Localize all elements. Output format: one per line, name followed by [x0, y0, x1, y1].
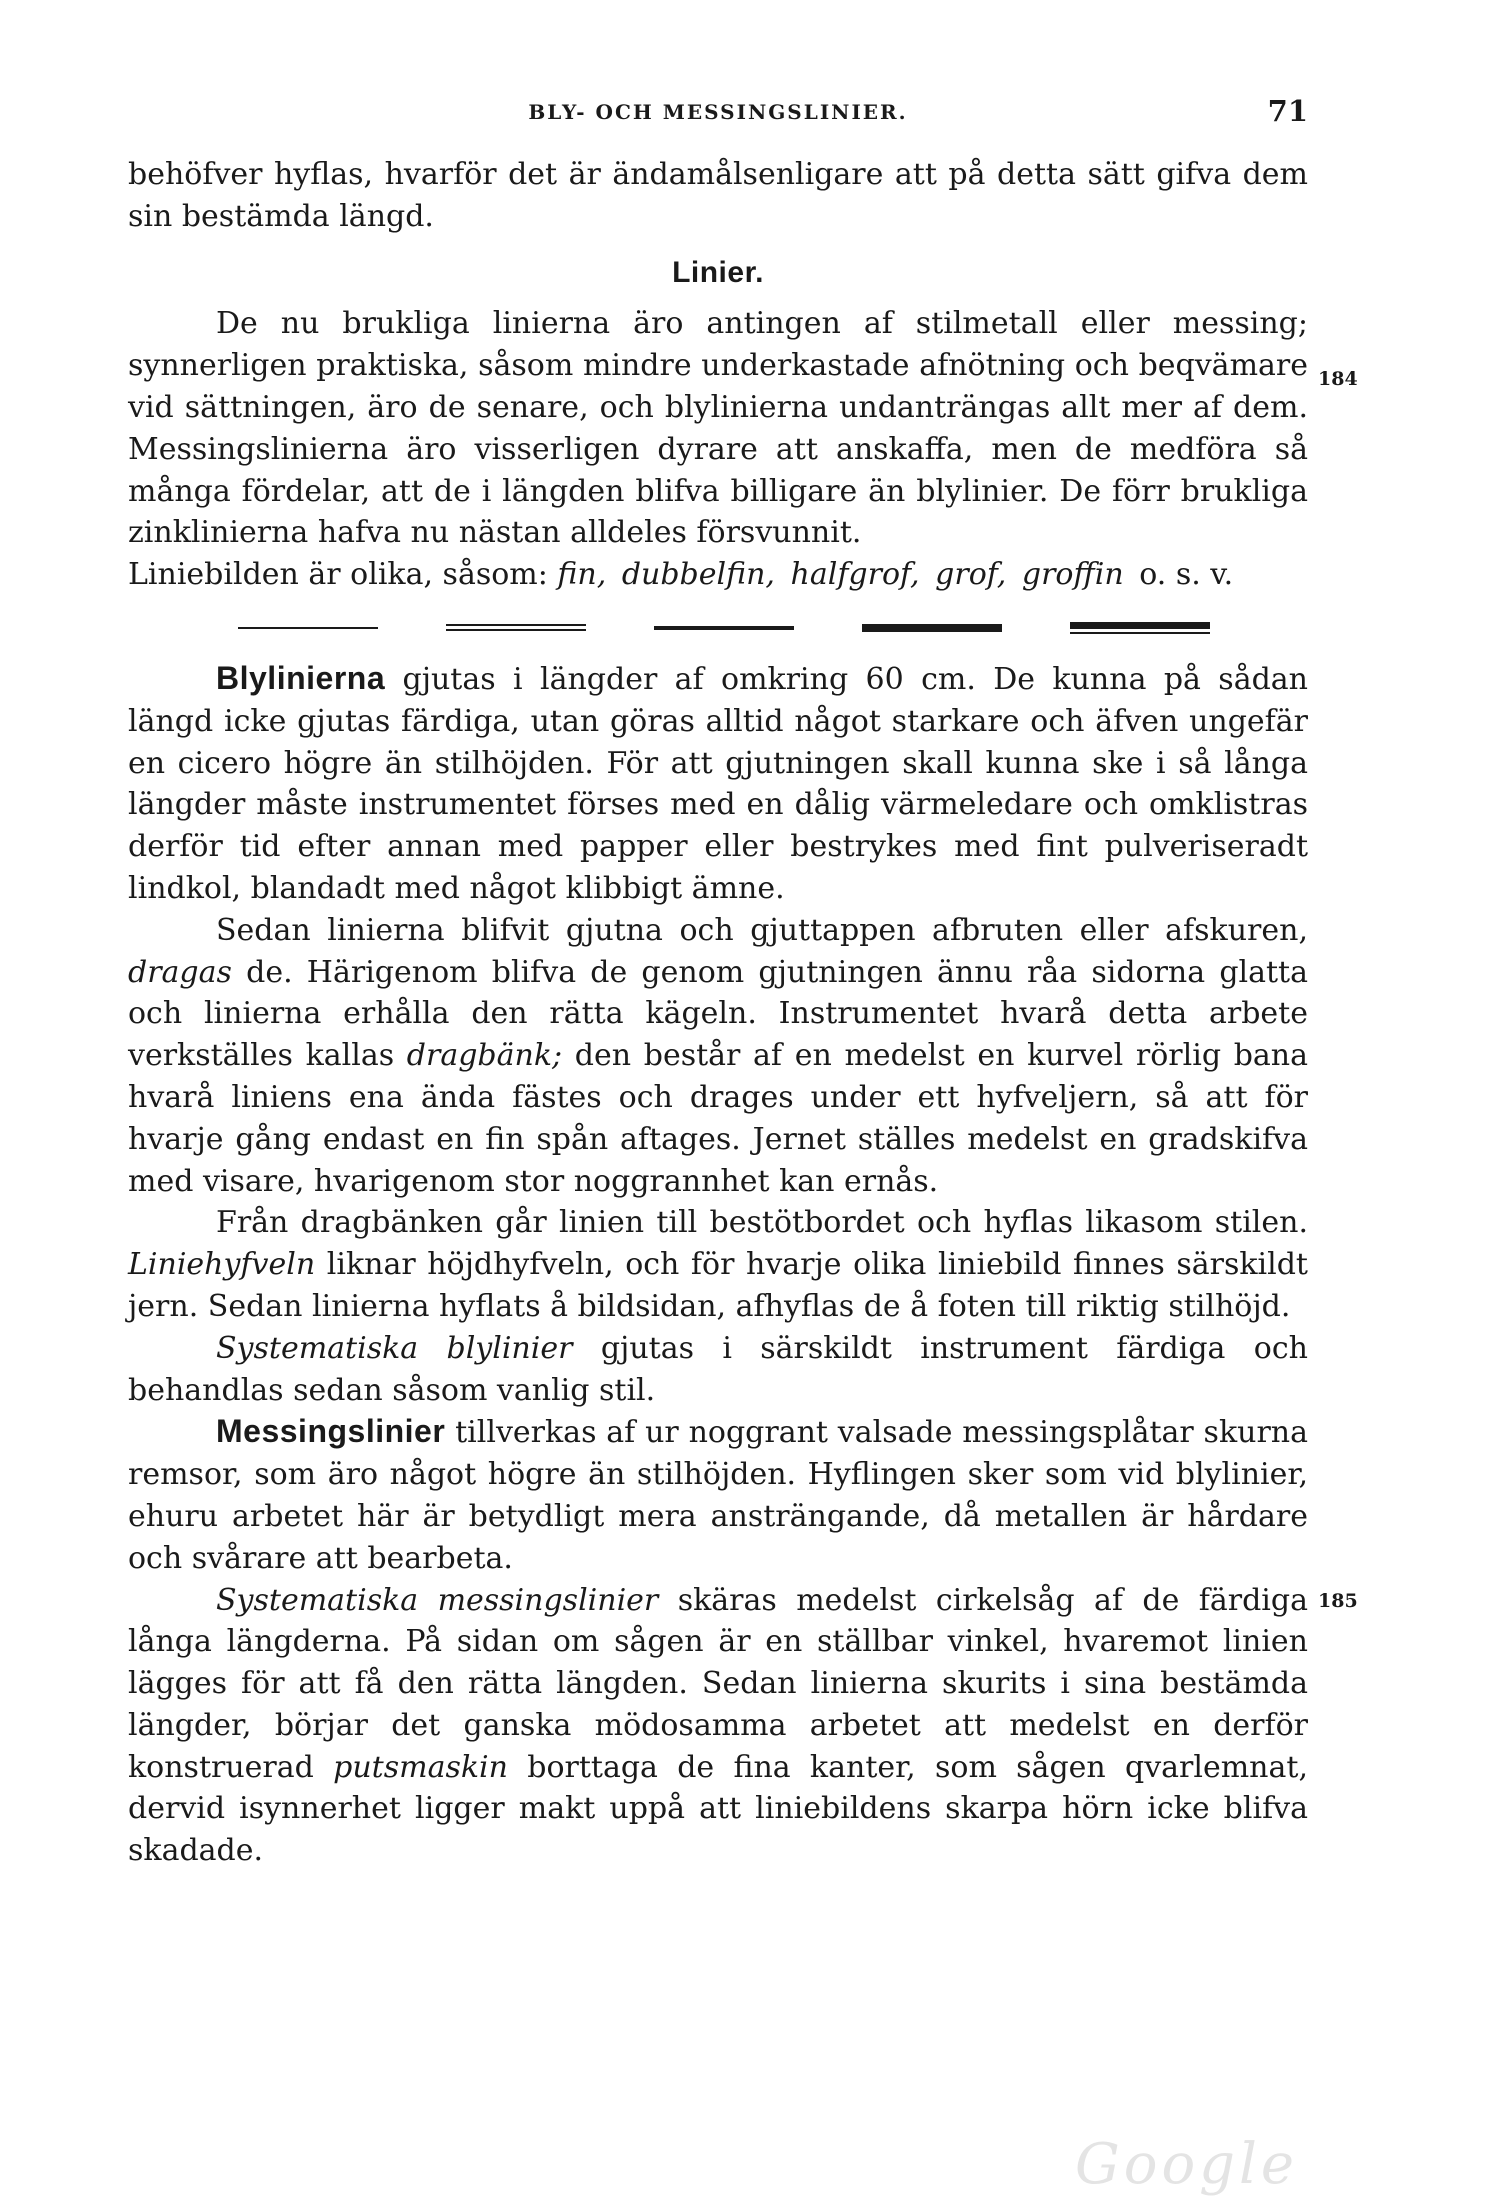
paragraph-text: Från dragbänken går linien till bestötbordet och hyflas likasom stilen.	[216, 1205, 1308, 1241]
term-italic: Systematiska messingslinier	[216, 1582, 659, 1618]
term-italic: dragas	[128, 954, 232, 990]
paragraph-text: De nu brukliga linierna äro antingen af stilmetall eller messing; synnerligen praktiska, såsom mindre underkastade afnötning och beqvämare vid sättningen, äro de senare, och blylinierna undanträngas allt mer af dem. Messingslinierna äro visserligen dyrare att anskaffa, men de medföra så många fördelar, att de i längden blifva billigare än blylinier. De förr brukliga zinklinierna hafva nu nästan alldeles försvunnit.	[128, 306, 1308, 551]
paragraph-messingslinier	[128, 1411, 1308, 1579]
paragraph-text: skäras medelst cirkelsåg af de färdiga långa längderna. På sidan om sågen är en ställbar vinkel, hvaremot linien lägges för att få den rätta längden. Sedan linierna skurits i sina bestämda längder, börjar det ganska mödosamma arbetet att medelst en derför konstruerad	[128, 1582, 1308, 1785]
line-styles-sentence	[128, 557, 1233, 592]
line-style-samples	[128, 604, 1308, 652]
section-heading: Linier.	[672, 255, 764, 289]
margin-section-number: 185	[1318, 1590, 1358, 1612]
term-italic: putsmaskin	[333, 1749, 508, 1785]
style-name: groffin	[1021, 557, 1124, 593]
running-title: BLY- OCH MESSINGSLINIER.	[528, 100, 908, 124]
line-sample-grof	[862, 624, 1002, 632]
paragraph-text: borttaga de fina kanter, som sågen qvarlemnat, dervid isynnerhet ligger makt uppå att liniebildens skarpa hörn icke blifva skadade.	[128, 1749, 1308, 1869]
term-italic: dragbänk;	[406, 1038, 563, 1074]
paragraph-text: Sedan linierna blifvit gjutna och gjuttappen afbruten eller afskuren,	[216, 912, 1308, 948]
paragraph-text: de. Härigenom blifva de genom gjutningen ännu råa sidorna glatta och linierna erhålla den rätta kägeln. Instrumentet hvarå detta arbete verkställes kallas	[128, 954, 1309, 1074]
paragraph-lead: Blylinierna	[216, 659, 386, 696]
body-text	[128, 154, 1308, 1872]
line-sample-fin	[238, 627, 378, 629]
paragraph-linier	[128, 303, 1308, 596]
page-number: 71	[1267, 94, 1308, 128]
paragraph-dragas	[128, 910, 1308, 1203]
paragraph-continuation: behöfver hyflas, hvarför det är ändamålsenligare att på detta sätt gifva dem sin bestämda längd.	[128, 157, 1308, 234]
term-italic: Systematiska blylinier	[216, 1330, 573, 1366]
paragraph-text: gjutas i särskildt instrument färdiga och behandlas sedan såsom vanlig stil.	[128, 1330, 1308, 1408]
paragraph-dragbanken	[128, 1202, 1308, 1327]
style-name: halfgrof,	[790, 557, 920, 593]
paragraph-blylinierna	[128, 658, 1308, 910]
line-sample-groffin	[1070, 622, 1210, 634]
paragraph-lead: Messingslinier	[216, 1413, 446, 1450]
style-name: grof,	[935, 557, 1007, 593]
line-sample-dubbelfin	[446, 624, 586, 631]
paragraph-text: tillverkas af ur noggrant valsade messingsplåtar skurna remsor, som äro något högre än stilhöjden. Hyflingen sker som vid blylinier, ehuru arbetet här är betydligt mera ansträngande, då metallen är hårdare och svårare att bearbeta.	[128, 1415, 1308, 1576]
paragraph-systematiska-blylinier	[128, 1328, 1308, 1412]
margin-section-number: 184	[1318, 368, 1358, 390]
paragraph-text: gjutas i längder af omkring 60 cm. De kunna på sådan längd icke gjutas färdiga, utan göras alltid något starkare och äfven ungefär en cicero högre än stilhöjden. För att gjutningen skall kunna ske i så långa längder måste instrumentet förses med en dålig värmeledare och omklistras derför tid efter annan med papper eller bestrykes med fint pulveriseradt lindkol, blandadt med något klibbigt ämne.	[128, 661, 1308, 906]
styles-intro: Liniebilden är olika, såsom:	[128, 557, 548, 593]
running-head	[128, 92, 1308, 132]
google-watermark: Google	[1075, 2132, 1299, 2197]
styles-end: o. s. v.	[1139, 557, 1234, 593]
term-italic: Liniehyfveln	[128, 1247, 316, 1283]
paragraph-text: liknar höjdhyfveln, och för hvarje olika liniebild finnes särskildt jern. Sedan linierna hyflats å bildsidan, afhyflas de å foten till riktig stilhöjd.	[128, 1247, 1308, 1324]
paragraph-systematiska-messingslinier	[128, 1580, 1308, 1873]
style-name: dubbelfin,	[621, 557, 775, 593]
line-sample-halfgrof	[654, 626, 794, 630]
paragraph-text: den består af en medelst en kurvel rörlig bana hvarå liniens ena ända fästes och drages under ett hyfveljern, så att för hvarje gång endast en fin spån aftages. Jernet ställes medelst en gradskifva med visare, hvarigenom stor noggrannhet kan ernås.	[128, 1038, 1308, 1199]
style-name: fin,	[557, 557, 607, 593]
